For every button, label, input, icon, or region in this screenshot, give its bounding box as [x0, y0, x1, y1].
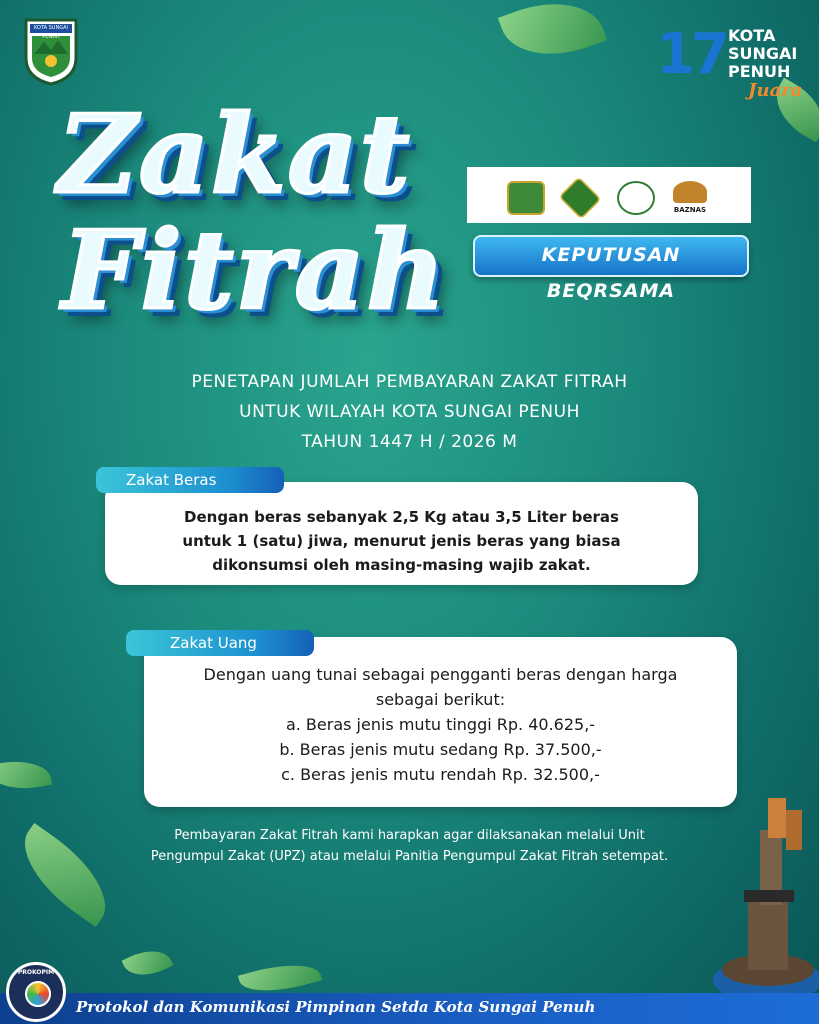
zakat-beras-line-1: Dengan beras sebanyak 2,5 Kg atau 3,5 Liter beras [184, 508, 619, 526]
zakat-beras-tab: Zakat Beras [96, 467, 284, 493]
leaf-decoration-bottom [122, 942, 174, 985]
heading-line-2: UNTUK WILAYAH KOTA SUNGAI PENUH [239, 402, 580, 422]
zakat-beras-line-2: untuk 1 (satu) jiwa, menurut jenis beras yang biasa [182, 532, 621, 550]
anniversary-text-kota: KOTA [728, 26, 776, 45]
zakat-uang-line-5: c. Beras jenis mutu rendah Rp. 32.500,- [281, 765, 600, 784]
anniversary-tagline: Juara [748, 80, 803, 101]
zakat-uang-card [144, 637, 737, 807]
anniversary-text-penuh: PENUH [728, 62, 791, 81]
monument-illustration [708, 790, 819, 1000]
title-fitrah: Fitrah [62, 208, 447, 334]
prokopim-badge-text: PROKOPIM [17, 969, 55, 976]
prokopim-camera-icon [25, 981, 51, 1007]
anniversary-logo [656, 22, 806, 112]
baznas-emblem-icon [673, 181, 707, 203]
footnote-line-1: Pembayaran Zakat Fitrah kami harapkan agar dilaksanakan melalui Unit [174, 828, 645, 843]
anniversary-number: 17 [656, 22, 726, 87]
zakat-uang-line-3: a. Beras jenis mutu tinggi Rp. 40.625,- [285, 715, 596, 734]
heading-line-1: PENETAPAN JUMLAH PEMBAYARAN ZAKAT FITRAH [191, 372, 628, 392]
ministry-emblem-icon [558, 176, 601, 219]
zakat-uang-line-2: sebagai berikut: [375, 690, 506, 709]
baznas-label: BAZNAS [673, 206, 707, 214]
zakat-uang-tab: Zakat Uang [126, 630, 314, 656]
partner-logos-panel [467, 167, 751, 223]
leaf-decoration-left [0, 755, 52, 795]
zakat-uang-line-1: Dengan uang tunai sebagai pengganti beras dengan harga [203, 665, 678, 684]
zakat-uang-line-4: b. Beras jenis mutu sedang Rp. 37.500,- [279, 740, 602, 759]
footnote-line-2: Pengumpul Zakat (UPZ) atau melalui Panitia Pengumpul Zakat Fitrah setempat. [150, 849, 669, 864]
regional-emblem-icon [22, 14, 80, 86]
regional-logo-text: KOTA SUNGAI PENUH [34, 25, 68, 40]
leaf-decoration-top [498, 0, 607, 72]
title-zakat: Zakat [58, 92, 412, 218]
prokopim-badge [6, 962, 66, 1022]
anniversary-text-sungai: SUNGAI [728, 44, 798, 63]
bottom-bar-text: Protokol dan Komunikasi Pimpinan Setda Kota Sungai Penuh [76, 998, 596, 1016]
heading-line-3: TAHUN 1447 H / 2026 M [301, 432, 518, 452]
city-emblem-icon [507, 181, 545, 215]
decision-badge: KEPUTUSAN BEQRSAMA [473, 235, 749, 277]
mui-emblem-icon [617, 181, 655, 215]
zakat-beras-card [105, 482, 698, 585]
bottom-bar [0, 993, 819, 1024]
zakat-beras-line-3: dikonsumsi oleh masing-masing wajib zakat. [212, 556, 591, 574]
